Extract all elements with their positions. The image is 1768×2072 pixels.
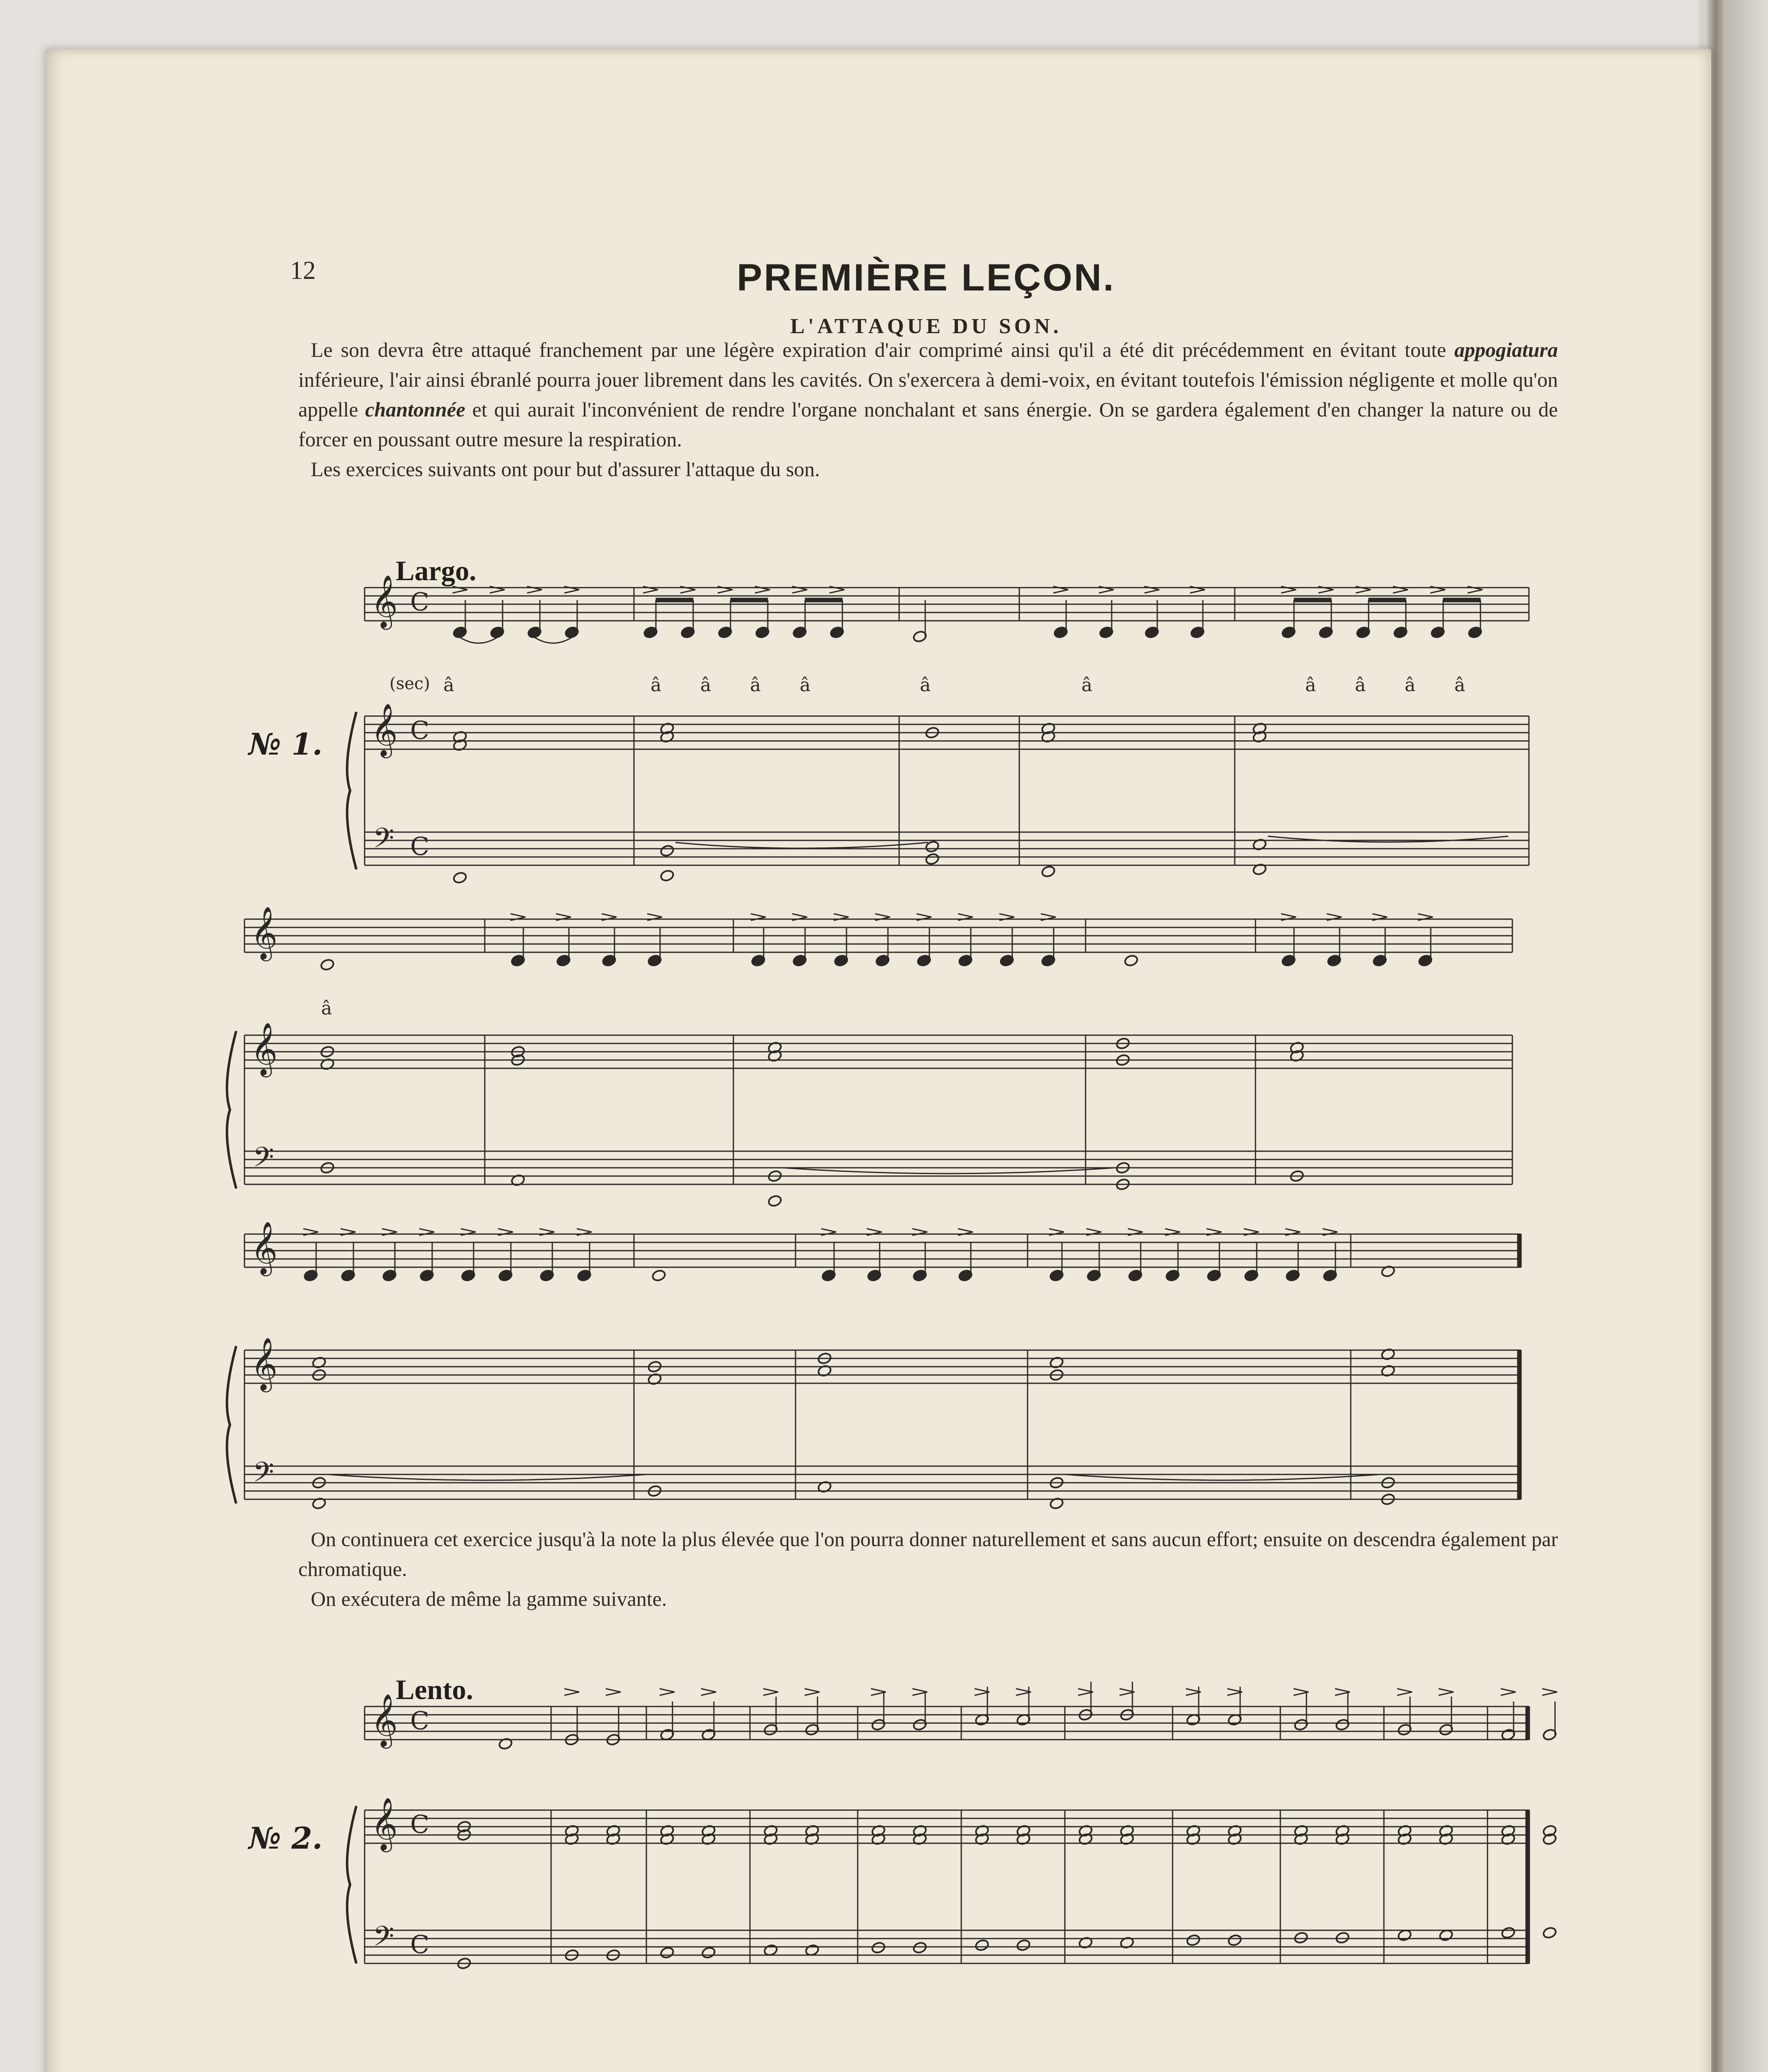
bass-note bbox=[925, 853, 940, 866]
bass-note bbox=[452, 871, 467, 884]
bass-note bbox=[1041, 865, 1056, 878]
accent-mark bbox=[805, 1689, 820, 1695]
accent-mark bbox=[606, 1689, 621, 1695]
score-page bbox=[46, 49, 1711, 2072]
accent-mark bbox=[701, 1689, 716, 1695]
bass-note bbox=[767, 1195, 782, 1208]
treble-staff-1 bbox=[365, 716, 1529, 749]
notes bbox=[227, 574, 1557, 1970]
treble-clef: 𝄞 bbox=[251, 1221, 278, 1274]
bass-note bbox=[975, 1939, 989, 1952]
tie bbox=[1268, 836, 1508, 842]
bass-note bbox=[660, 869, 675, 882]
bass-note bbox=[660, 845, 675, 857]
page-number: 12 bbox=[290, 257, 316, 285]
time-signature: C bbox=[410, 716, 429, 745]
intro-paragraph-2: Les exercices suivants ont pour but d'assurer l'attaque du son. bbox=[311, 457, 820, 481]
bass-clef: 𝄢 bbox=[253, 1141, 274, 1180]
lyric-vowel: â bbox=[443, 675, 455, 696]
lyric-vowel: â bbox=[1454, 675, 1466, 696]
time-signature: C bbox=[410, 832, 429, 861]
bass-clef: 𝄢 bbox=[373, 822, 394, 861]
treble-clef: 𝄞 bbox=[371, 1693, 398, 1746]
accent-mark bbox=[1439, 1689, 1454, 1695]
system-brace bbox=[227, 1346, 236, 1503]
note-head bbox=[320, 959, 335, 971]
time-signature: C bbox=[410, 1930, 429, 1959]
system-brace bbox=[347, 1806, 356, 1963]
middle-paragraph-2: On exécutera de même la gamme suivante. bbox=[311, 1587, 667, 1610]
bass-clef: 𝄢 bbox=[253, 1456, 274, 1495]
lyric-vowel: â bbox=[920, 675, 931, 696]
tie bbox=[327, 1474, 646, 1480]
bass-note bbox=[1016, 1939, 1031, 1952]
accent-mark bbox=[1397, 1689, 1412, 1695]
system-brace bbox=[347, 712, 356, 869]
beam bbox=[1294, 598, 1331, 602]
lyric-vowel: â bbox=[1305, 675, 1316, 696]
accent-mark bbox=[564, 1689, 579, 1695]
treble-clef: 𝄞 bbox=[251, 1337, 278, 1390]
lyric-vowel: â bbox=[321, 998, 332, 1019]
lyric-vowel: â bbox=[700, 675, 711, 696]
voice-staff-4 bbox=[365, 1706, 1529, 1740]
beam bbox=[1369, 598, 1406, 602]
time-signature: C bbox=[410, 1810, 429, 1839]
treble-clef: 𝄞 bbox=[371, 574, 398, 627]
lyric-sec: (sec) bbox=[389, 674, 430, 693]
lyric-vowel: â bbox=[651, 675, 662, 696]
bass-note bbox=[912, 1941, 927, 1954]
music-notation bbox=[46, 49, 1711, 2072]
treble-staff-3 bbox=[244, 1350, 1521, 1383]
bass-staff-2 bbox=[244, 1151, 1512, 1184]
treble-clef: 𝄞 bbox=[371, 1797, 398, 1850]
beam bbox=[730, 598, 768, 602]
tie bbox=[460, 637, 497, 643]
beam bbox=[1443, 598, 1480, 602]
intro-term-chantonnee: chantonnée bbox=[365, 398, 465, 421]
lesson-subtitle: L'ATTAQUE DU SON. bbox=[790, 315, 1062, 338]
beam bbox=[656, 598, 693, 602]
accent-mark bbox=[1542, 1689, 1557, 1695]
bass-staff-1 bbox=[365, 832, 1529, 865]
lesson-title: PREMIÈRE LEÇON. bbox=[737, 257, 1115, 299]
intro-term-appogiatura: appogiatura bbox=[1454, 338, 1558, 361]
note-head bbox=[651, 1269, 666, 1282]
middle-paragraph-1: On continuera cet exercice jusqu'à la note la plus élevée que l'on pourra donner naturellement et sans aucun effort; ensuite on descendra également par chromatique. bbox=[298, 1527, 1558, 1581]
tie bbox=[783, 1168, 1115, 1174]
tempo-largo: Largo. bbox=[396, 555, 476, 586]
accent-mark bbox=[660, 1689, 675, 1695]
tempo-lento: Lento. bbox=[396, 1674, 473, 1705]
final-barline bbox=[1526, 1706, 1530, 1740]
note-head bbox=[1124, 954, 1139, 967]
system-brace bbox=[227, 1031, 236, 1188]
lyric-vowel: â bbox=[1081, 675, 1093, 696]
bass-note bbox=[1335, 1932, 1350, 1944]
final-barline bbox=[1517, 1350, 1521, 1499]
intro-text-a: Le son devra être attaqué franchement par une légère expiration d'air comprimé ainsi qu'il a été dit précédemment en évitant toute bbox=[311, 338, 1454, 361]
time-signature: C bbox=[410, 588, 429, 617]
intro-text-c: et qui aurait l'inconvénient de rendre l'organe nonchalant et sans énergie. On se gardera également d'en changer la nature ou de forcer en poussant outre mesure la respiration. bbox=[298, 398, 1558, 451]
lyric-vowel: â bbox=[750, 675, 761, 696]
lyric-vowel: â bbox=[800, 675, 811, 696]
tie bbox=[535, 637, 572, 643]
bass-note bbox=[1227, 1934, 1242, 1947]
bass-staff-3 bbox=[244, 1466, 1521, 1499]
bass-clef: 𝄢 bbox=[373, 1920, 394, 1959]
bass-note bbox=[1542, 1927, 1557, 1939]
accent-mark bbox=[1501, 1689, 1516, 1695]
bass-note bbox=[660, 1946, 675, 1959]
treble-clef: 𝄞 bbox=[251, 906, 278, 959]
treble-clef: 𝄞 bbox=[251, 1022, 278, 1075]
exercise-1-label: № 1. bbox=[249, 726, 323, 762]
lyric-vowel: â bbox=[1355, 675, 1366, 696]
bass-note bbox=[871, 1941, 886, 1954]
accent-mark bbox=[763, 1689, 778, 1695]
treble-clef: 𝄞 bbox=[371, 703, 398, 756]
tie bbox=[675, 842, 928, 848]
bass-note bbox=[1501, 1927, 1516, 1939]
tie bbox=[1065, 1474, 1380, 1480]
final-barline bbox=[1517, 1234, 1521, 1267]
bass-note bbox=[1186, 1934, 1201, 1947]
beam bbox=[805, 598, 842, 602]
treble-staff-2 bbox=[244, 1035, 1512, 1068]
intro-text-b: inférieure, l'air ainsi ébranlé pourra jouer librement dans les cavités. On s'exercera à demi-voix, en évitant toutefois l'émission négligente et molle qu'on appelle bbox=[298, 368, 1558, 421]
lyrics bbox=[321, 674, 1465, 1019]
bass-staff-4 bbox=[365, 1930, 1529, 1963]
bass-note bbox=[1294, 1932, 1308, 1944]
treble-staff-4 bbox=[365, 1810, 1529, 1843]
bass-note bbox=[701, 1946, 716, 1959]
voice-staff-3 bbox=[244, 1234, 1521, 1267]
lyric-vowel: â bbox=[1405, 675, 1416, 696]
voice-staff-2 bbox=[244, 919, 1512, 952]
final-barline bbox=[1526, 1810, 1530, 1963]
time-signature: C bbox=[410, 1706, 429, 1736]
exercise-2-label: № 2. bbox=[249, 1820, 323, 1856]
